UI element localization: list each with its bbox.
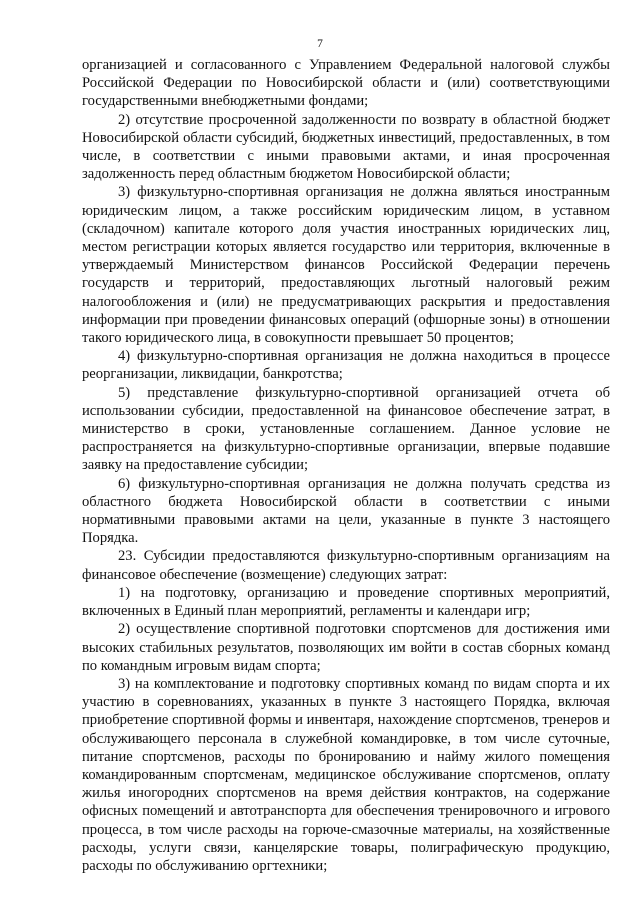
page-number: 7 [317,38,323,50]
paragraph: 3) физкультурно-спортивная организация не должна являться иностранным юридическим лицом, а также российским юридическим лицом, в уставном (складочном) капитале которого доля участия иностранных юридических лиц, местом регистрации которых является государство или территория, включенные в утверждаемый Министерством финансов Российской Федерации перечень государств и территорий, предоставляющих льготный налоговый режим налогообложения и (или) не предусматривающих раскрытия и предоставления информации при проведении финансовых операций (офшорные зоны) в отношении такого юридического лица, в совокупности превышает 50 процентов; [82,184,610,347]
paragraph: 1) на подготовку, организацию и проведение спортивных мероприятий, включенных в Единый план мероприятий, регламенты и календари игр; [82,584,610,620]
paragraph: 2) отсутствие просроченной задолженности по возврату в областной бюджет Новосибирской области субсидий, бюджетных инвестиций, предоставленных, в том числе, в соответствии с иными правовыми актами, и иная просроченная задолженность перед областным бюджетом Новосибирской области; [82,111,610,183]
paragraph: 4) физкультурно-спортивная организация не должна находиться в процессе реорганизации, ликвидации, банкротства; [82,348,610,383]
document-body [82,56,610,875]
paragraph: 6) физкультурно-спортивная организация не должна получать средства из областного бюджета Новосибирской области в соответствии с иными нормативными правовыми актами на цели, указанные в пункте 3 настоящего Порядка. [82,475,610,547]
paragraph: организацией и согласованного с Управлением Федеральной налоговой службы Российской Федерации по Новосибирской области и (или) соответствующими государственными внебюджетными фондами; [82,57,610,110]
paragraph: 5) представление физкультурно-спортивной организацией отчета об использовании субсидии, предоставленной на финансовое обеспечение затрат, в министерство в сроки, установленные соглашением. Данное условие не распространяется на физкультурно-спортивные организации, впервые подавшие заявку на предоставление субсидии; [82,384,610,474]
paragraph: 3) на комплектование и подготовку спортивных команд по видам спорта и их участию в соревнованиях, указанных в пункте 3 настоящего Порядка, включая приобретение спортивной формы и инвентаря, нахождение спортсменов, тренеров и обслуживающего персонала в служебной командировке, в том числе суточные, питание спортсменов, расходы по бронированию и найму жилого помещения командированным спортсменам, медицинское обслуживание спортсменов, оплату жилья иногородних спортсменов на время действия контрактов, на содержание офисных помещений и автотранспорта для обеспечения тренировочного и игрового процесса, в том числе расходы на горюче-смазочные материалы, на хозяйственные расходы, услуги связи, канцелярские товары, полиграфическую продукцию, расходы по обслуживанию оргтехники; [82,675,610,874]
paragraph: 23. Субсидии предоставляются физкультурно-спортивным организациям на финансовое обеспечение (возмещение) следующих затрат: [82,548,610,583]
paragraph: 2) осуществление спортивной подготовки спортсменов для достижения ими высоких стабильных результатов, позволяющих им войти в состав сборных команд по командным игровым видам спорта; [82,621,610,674]
